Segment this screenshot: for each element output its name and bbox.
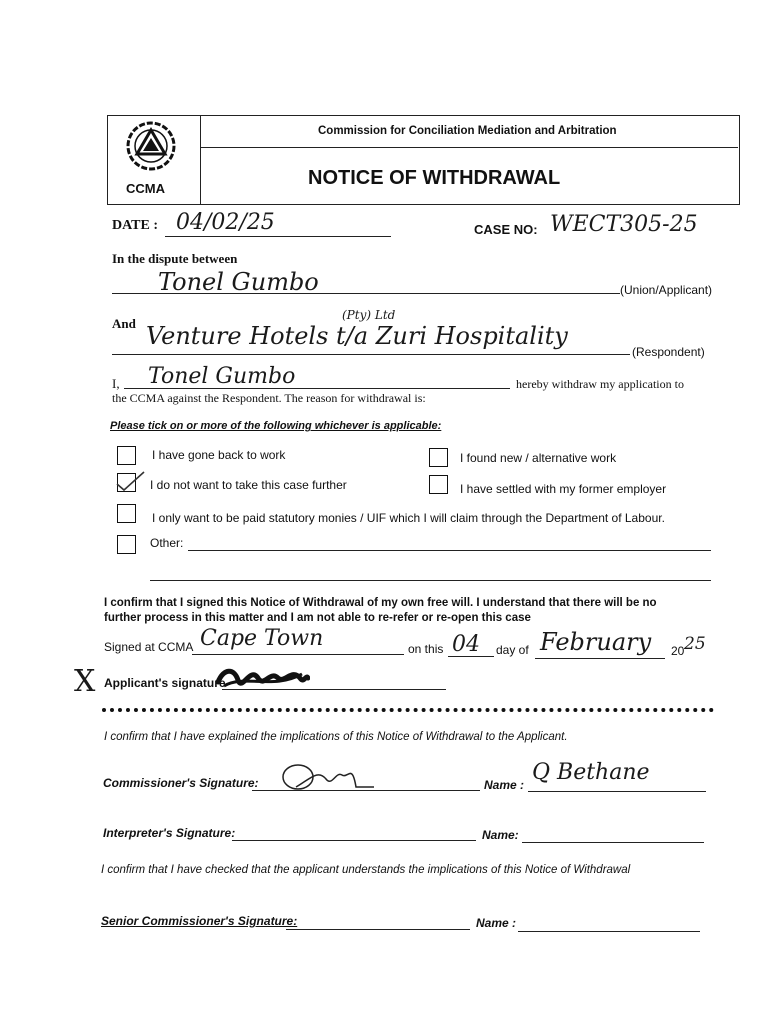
other-line-2 <box>150 580 711 581</box>
option-uif-checkbox[interactable] <box>117 504 136 523</box>
applicant-name: Tonel Gumbo <box>158 268 319 296</box>
day-of-label: day of <box>496 643 529 657</box>
case-label: CASE NO: <box>474 222 538 237</box>
option-other-label: Other: <box>150 536 184 550</box>
on-this-label: on this <box>408 642 444 656</box>
respondent-suffix: (Respondent) <box>632 345 705 359</box>
interpreter-name-label: Name: <box>482 828 519 842</box>
withdraw-text: hereby withdraw my application to <box>516 377 684 391</box>
commissioner-statement: I confirm that I have explained the implications of this Notice of Withdrawal to the Applicant. <box>104 731 568 743</box>
header-logo-divider <box>200 115 201 205</box>
date-line <box>165 236 391 237</box>
withdrawer-line <box>124 388 510 389</box>
ccma-logo-text: CCMA <box>126 181 165 196</box>
applicant-signature-label: Applicant's signature <box>104 676 226 690</box>
month-value: February <box>540 628 652 656</box>
senior-signature-line <box>286 929 470 930</box>
respondent-note: (Pty) Ltd <box>342 308 396 322</box>
x-mark: X <box>74 664 96 699</box>
senior-name-label: Name : <box>476 916 517 930</box>
i-label: I, <box>112 376 120 391</box>
senior-signature-label: Senior Commissioner's Signature: <box>101 914 298 928</box>
year-value: 25 <box>684 634 706 654</box>
commissioner-name-label: Name : <box>484 778 525 792</box>
option-back-to-work-checkbox[interactable] <box>117 446 136 465</box>
respondent-line <box>112 354 630 355</box>
checkmark-icon <box>113 468 147 494</box>
option-settled-checkbox[interactable] <box>429 475 448 494</box>
separator-dotted-line <box>102 708 714 712</box>
option-new-work-checkbox[interactable] <box>429 448 448 467</box>
month-line <box>535 658 665 659</box>
commissioner-name-value: Q Bethane <box>532 760 650 785</box>
interpreter-name-line <box>522 842 704 843</box>
tick-instruction: Please tick on or more of the following whichever is applicable: <box>110 420 442 432</box>
day-line <box>448 656 494 657</box>
signed-at-value: Cape Town <box>200 626 324 651</box>
date-label: DATE : <box>112 218 159 233</box>
interpreter-signature-label: Interpreter's Signature: <box>103 826 236 840</box>
confirm-line-2: further process in this matter and I am not able to re-refer or re-open this case <box>104 612 531 624</box>
option-back-to-work-label: I have gone back to work <box>152 448 286 462</box>
applicant-suffix: (Union/Applicant) <box>620 283 713 297</box>
day-value: 04 <box>452 632 480 657</box>
commissioner-signature-line <box>252 790 480 791</box>
commissioner-signature-label: Commissioner's Signature: <box>103 776 259 790</box>
option-new-work-label: I found new / alternative work <box>460 451 617 465</box>
commission-name: Commission for Conciliation Mediation and Arbitration <box>318 125 617 137</box>
withdrawer-name: Tonel Gumbo <box>148 364 296 389</box>
commissioner-name-line <box>528 791 706 792</box>
and-label: And <box>112 316 136 331</box>
option-settled-label: I have settled with my former employer <box>460 482 667 496</box>
senior-statement: I confirm that I have checked that the applicant understands the implications of this Notice of Withdrawal <box>101 864 631 876</box>
other-line-1 <box>188 550 711 551</box>
commissioner-signature-scribble <box>276 757 376 797</box>
year-prefix: 20 <box>671 644 685 658</box>
signed-at-line <box>192 654 404 655</box>
date-value: 04/02/25 <box>176 210 275 235</box>
confirm-line-1: I confirm that I signed this Notice of Withdrawal of my own free will. I understand that there will be no <box>104 597 657 609</box>
option-not-further-label: I do not want to take this case further <box>150 478 347 492</box>
case-value: WECT305-25 <box>550 212 698 237</box>
option-other-checkbox[interactable] <box>117 535 136 554</box>
dispute-label: In the dispute between <box>112 251 238 266</box>
option-uif-label: I only want to be paid statutory monies / UIF which I will claim through the Department of Labour. <box>152 511 665 525</box>
interpreter-signature-line <box>232 840 476 841</box>
ccma-logo-icon <box>118 118 184 178</box>
senior-name-line <box>518 931 700 932</box>
applicant-signature-line <box>222 689 446 690</box>
reason-text: the CCMA against the Respondent. The reason for withdrawal is: <box>112 391 426 405</box>
applicant-line <box>112 293 620 294</box>
header-title-divider <box>200 147 738 148</box>
page-title: NOTICE OF WITHDRAWAL <box>308 167 561 189</box>
respondent-name: Venture Hotels t/a Zuri Hospitality <box>146 322 568 350</box>
signed-at-label: Signed at CCMA <box>104 640 194 654</box>
